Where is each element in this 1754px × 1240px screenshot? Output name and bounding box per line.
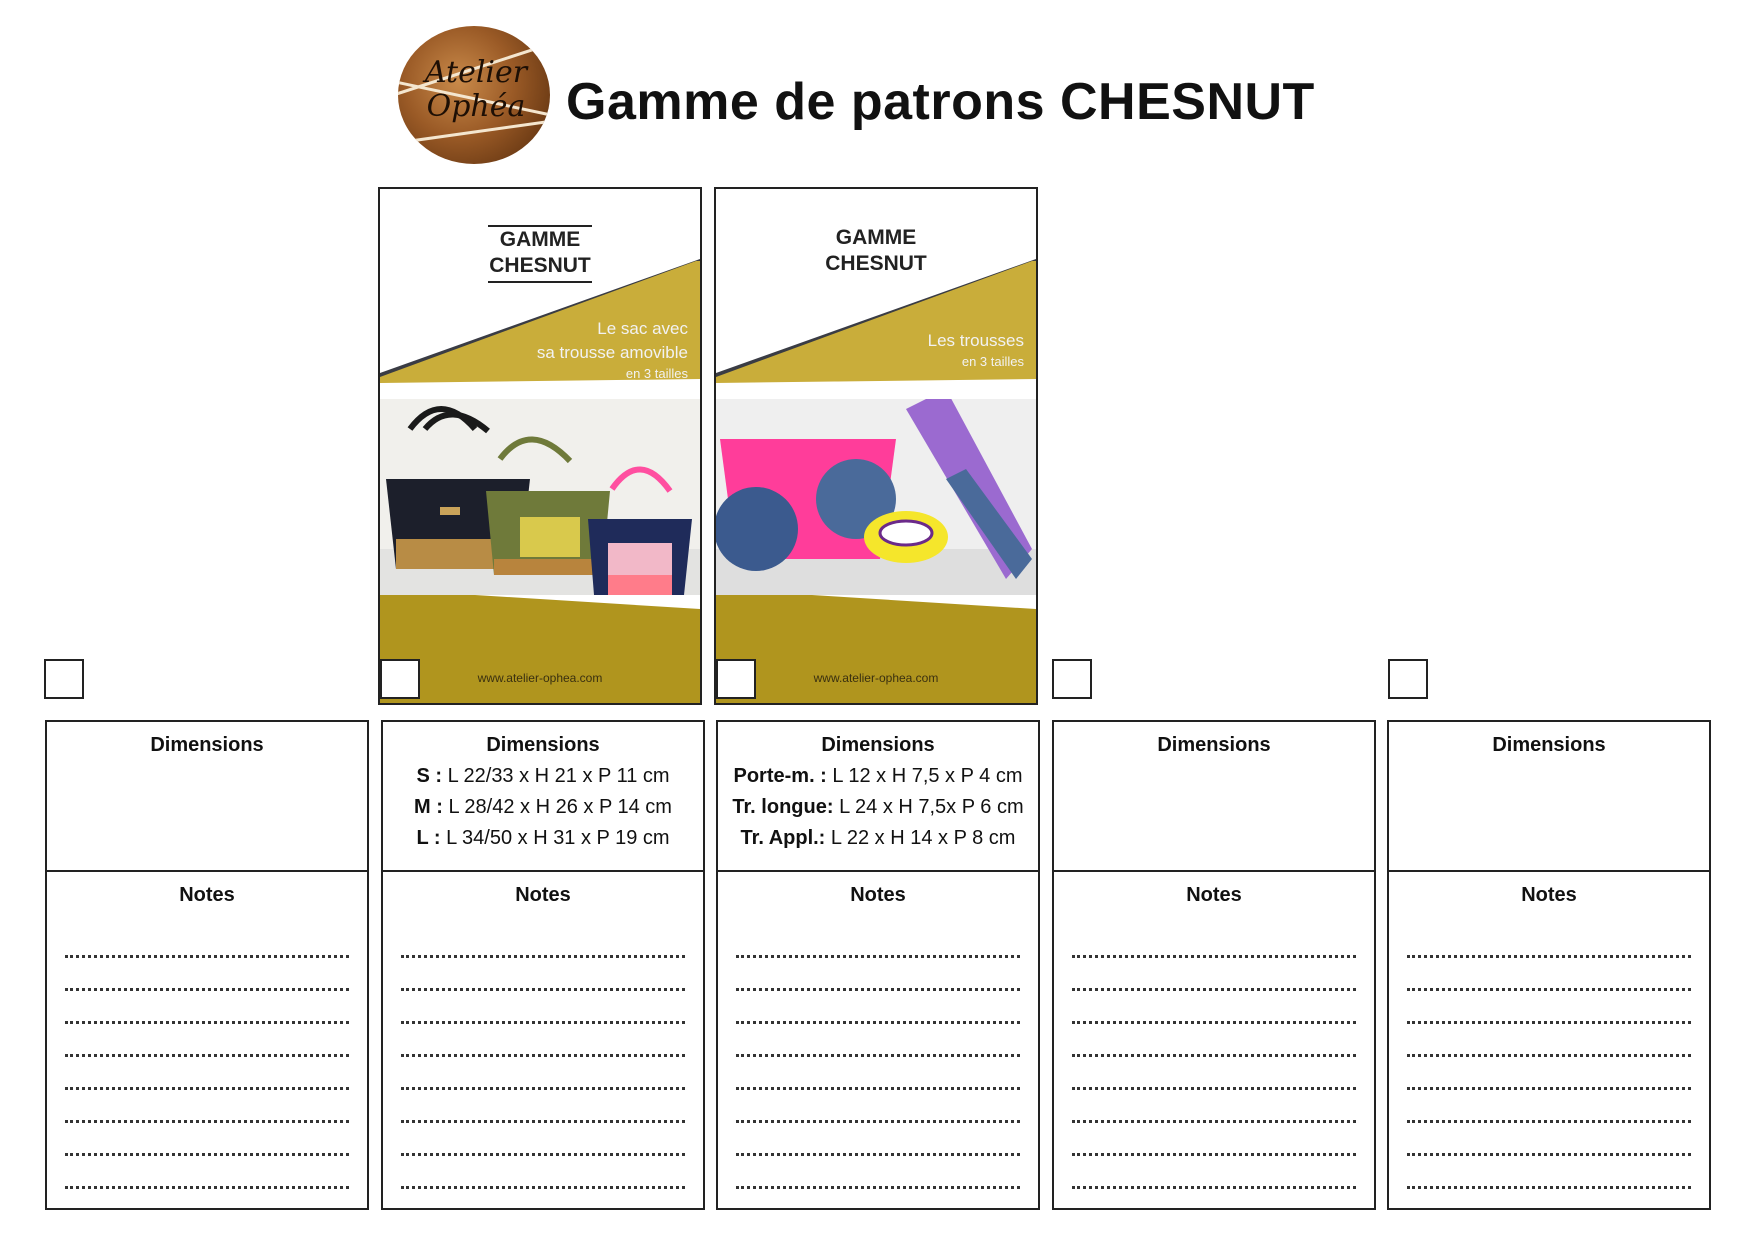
note-line[interactable] (401, 991, 685, 1024)
note-line[interactable] (65, 1156, 349, 1189)
note-line[interactable] (736, 1123, 1020, 1156)
cover-url: www.atelier-ophea.com (813, 671, 939, 685)
note-line[interactable] (736, 991, 1020, 1024)
note-line[interactable] (736, 1057, 1020, 1090)
dimensions-box (1052, 720, 1376, 872)
cover-url: www.atelier-ophea.com (477, 671, 603, 685)
page-title: Gamme de patrons CHESNUT (566, 73, 1315, 131)
bags-photo (380, 399, 700, 595)
pattern-column-2 (381, 720, 705, 1210)
cover-title: GAMME CHESNUT (825, 226, 927, 275)
checkbox-pattern-3[interactable] (716, 659, 756, 699)
logo-text: Atelier Ophéa (424, 55, 528, 124)
note-line[interactable] (1072, 1057, 1356, 1090)
pattern-column-4 (1052, 720, 1376, 1210)
notes-label: Notes (850, 884, 906, 906)
cover-pouches-chesnut (714, 187, 1038, 705)
note-line[interactable] (65, 1090, 349, 1123)
cover-bag-chesnut (378, 187, 702, 705)
dimensions-box (716, 720, 1040, 872)
note-line[interactable] (1407, 1156, 1691, 1189)
checkbox-pattern-1[interactable] (44, 659, 84, 699)
dimensions-label: Dimensions (1157, 734, 1271, 756)
dimensions-label: Dimensions (486, 734, 600, 756)
dimension-row-trousse-longue: Tr. longue: L 24 x H 7,5x P 6 cm (732, 796, 1024, 818)
checkbox-pattern-5[interactable] (1388, 659, 1428, 699)
note-line[interactable] (736, 958, 1020, 991)
checkbox-pattern-4[interactable] (1052, 659, 1092, 699)
note-line[interactable] (401, 1156, 685, 1189)
note-line[interactable] (1407, 958, 1691, 991)
dimensions-label: Dimensions (1492, 734, 1606, 756)
dimensions-box (1387, 720, 1711, 872)
note-line[interactable] (736, 925, 1020, 958)
dimension-row-m: M : L 28/42 x H 26 x P 14 cm (414, 796, 672, 818)
note-line[interactable] (65, 1057, 349, 1090)
notes-box (381, 872, 705, 1210)
cover-subtitle: Les trousses en 3 tailles (927, 331, 1024, 369)
notes-label: Notes (1521, 884, 1577, 906)
note-line[interactable] (401, 925, 685, 958)
note-line[interactable] (1407, 1090, 1691, 1123)
note-line[interactable] (1407, 1123, 1691, 1156)
note-line[interactable] (401, 1123, 685, 1156)
note-line[interactable] (65, 1123, 349, 1156)
note-line[interactable] (401, 1057, 685, 1090)
dimension-row-l: L : L 34/50 x H 31 x P 19 cm (416, 827, 670, 849)
note-line[interactable] (1407, 925, 1691, 958)
cover-subtitle: Le sac avec sa trousse amovible en 3 tailles (536, 319, 688, 381)
note-line[interactable] (1407, 991, 1691, 1024)
note-line[interactable] (401, 958, 685, 991)
note-line[interactable] (736, 1156, 1020, 1189)
note-line[interactable] (1072, 991, 1356, 1024)
pouches-photo (716, 399, 1036, 595)
notes-label: Notes (515, 884, 571, 906)
note-line[interactable] (65, 991, 349, 1024)
notes-box (45, 872, 369, 1210)
note-line[interactable] (1072, 925, 1356, 958)
note-line[interactable] (1407, 1024, 1691, 1057)
note-line[interactable] (401, 1090, 685, 1123)
note-line[interactable] (65, 925, 349, 958)
note-line[interactable] (736, 1024, 1020, 1057)
note-line[interactable] (736, 1090, 1020, 1123)
notes-label: Notes (179, 884, 235, 906)
checkbox-pattern-2[interactable] (380, 659, 420, 699)
dimension-row-s: S : L 22/33 x H 21 x P 11 cm (416, 765, 670, 787)
note-line[interactable] (1072, 1090, 1356, 1123)
note-line[interactable] (65, 1024, 349, 1057)
notes-box (1387, 872, 1711, 1210)
notes-box (716, 872, 1040, 1210)
pattern-column-5 (1387, 720, 1711, 1210)
note-line[interactable] (1407, 1057, 1691, 1090)
cover-title: GAMME CHESNUT (380, 225, 700, 283)
note-line[interactable] (65, 958, 349, 991)
note-line[interactable] (1072, 1024, 1356, 1057)
dimension-row-porte-monnaie: Porte-m. : L 12 x H 7,5 x P 4 cm (733, 765, 1023, 787)
note-line[interactable] (1072, 1123, 1356, 1156)
pattern-column-1 (45, 720, 369, 1210)
dimensions-label: Dimensions (150, 734, 264, 756)
dimensions-label: Dimensions (821, 734, 935, 756)
dimension-row-trousse-appl: Tr. Appl.: L 22 x H 14 x P 8 cm (740, 827, 1016, 849)
atelier-ophea-logo (398, 26, 550, 164)
note-line[interactable] (401, 1024, 685, 1057)
dimensions-box (45, 720, 369, 872)
dimensions-box (381, 720, 705, 872)
pattern-column-3 (716, 720, 1040, 1210)
notes-box (1052, 872, 1376, 1210)
notes-label: Notes (1186, 884, 1242, 906)
note-line[interactable] (1072, 958, 1356, 991)
note-line[interactable] (1072, 1156, 1356, 1189)
